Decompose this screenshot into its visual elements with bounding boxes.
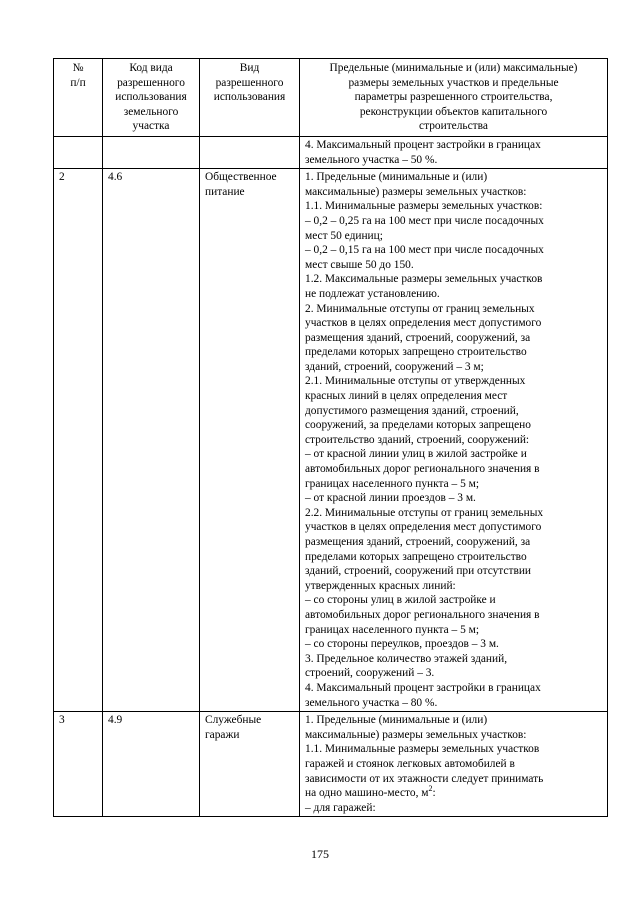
param-line: 4. Максимальный процент застройки в границах xyxy=(305,681,541,694)
param-line: участков в целях определения мест допустимого xyxy=(305,521,542,534)
header-code xyxy=(103,59,200,137)
superscript: 2 xyxy=(428,784,433,794)
kind-line: Служебные xyxy=(205,714,262,727)
table-row xyxy=(54,169,608,712)
header-text: разрешенного xyxy=(215,76,284,89)
param-line: сооружений, за пределами которых запрещено xyxy=(305,419,531,432)
header-text: Код вида xyxy=(129,62,173,74)
param-line: зданий, строений, сооружений при отсутствии xyxy=(305,565,532,578)
param-line: красных линий в целях определения мест xyxy=(305,390,508,403)
param-line: границах населенного пункта – 5 м; xyxy=(305,477,480,490)
cell-code: 4.9 xyxy=(103,712,200,817)
header-number xyxy=(54,59,103,137)
cell-number: 2 xyxy=(54,169,103,712)
header-kind xyxy=(200,59,300,137)
header-text: строительства xyxy=(419,120,488,133)
param-line: утвержденных красных линий: xyxy=(305,579,456,592)
param-line: 1.1. Минимальные размеры земельных участков xyxy=(305,743,540,756)
header-text: разрешенного xyxy=(117,76,185,89)
header-text: участка xyxy=(132,120,170,133)
param-line: не подлежат установлению. xyxy=(305,287,440,300)
param-line: гаражей и стоянок легковых автомобилей в xyxy=(305,757,515,770)
header-text: параметры разрешенного строительства, xyxy=(354,91,553,104)
param-line: – 0,2 – 0,25 га на 100 мест при числе посадочных xyxy=(305,214,544,227)
param-line: 3. Предельное количество этажей зданий, xyxy=(305,652,508,665)
param-line: границах населенного пункта – 5 м; xyxy=(305,623,480,636)
param-line: пределами которых запрещено строительство xyxy=(305,550,527,563)
header-text: Предельные (минимальные и (или) максимальные) xyxy=(329,62,578,74)
param-line: 1. Предельные (минимальные и (или) xyxy=(305,171,488,184)
cell-code: 4.6 xyxy=(103,169,200,712)
param-line: 2.2. Минимальные отступы от границ земельных xyxy=(305,506,544,519)
cell-params xyxy=(300,169,608,712)
header-text: № xyxy=(72,62,84,74)
page-number: 175 xyxy=(311,847,329,861)
param-line: автомобильных дорог регионального значения в xyxy=(305,608,540,621)
param-line: 1. Предельные (минимальные и (или) xyxy=(305,714,488,727)
param-line: – от красной линии проездов – 3 м. xyxy=(305,492,476,505)
header-text: использования xyxy=(115,91,187,104)
param-line: автомобильных дорог регионального значения в xyxy=(305,463,540,476)
cell-empty xyxy=(103,136,200,168)
param-line: 1.2. Максимальные размеры земельных участков xyxy=(305,273,543,286)
param-line: 1.1. Минимальные размеры земельных участков: xyxy=(305,200,543,213)
param-line: строений, сооружений – 3. xyxy=(305,667,435,680)
kind-line: гаражи xyxy=(205,728,240,741)
cell-kind xyxy=(200,712,300,817)
regulations-table xyxy=(53,58,608,817)
param-line: максимальные) размеры земельных участков: xyxy=(305,728,527,741)
param-line: участков в целях определения мест допустимого xyxy=(305,317,542,330)
param-line: 2. Минимальные отступы от границ земельных xyxy=(305,302,535,315)
param-line: зданий, строений, сооружений – 3 м; xyxy=(305,360,484,373)
param-line: максимальные) размеры земельных участков: xyxy=(305,185,527,198)
header-text: земельного xyxy=(123,105,179,118)
header-text: использования xyxy=(213,91,286,104)
param-line: мест свыше 50 до 150. xyxy=(305,258,414,271)
param-line xyxy=(305,786,603,801)
param-line: – со стороны улиц в жилой застройке и xyxy=(305,594,496,607)
header-params xyxy=(300,59,608,137)
param-line: допустимого размещения зданий, строений, xyxy=(305,404,519,417)
param-line: размещения зданий, строений, сооружений, за xyxy=(305,536,531,548)
cell-params xyxy=(300,136,608,168)
cell-empty xyxy=(200,136,300,168)
cell-params xyxy=(300,712,608,817)
cell-number: 3 xyxy=(54,712,103,817)
param-line: размещения зданий, строений, сооружений, за xyxy=(305,331,531,344)
header-text: п/п xyxy=(70,76,86,89)
table-header-row xyxy=(54,59,608,137)
kind-line: питание xyxy=(205,185,245,198)
param-line: строительство зданий, строений, сооружений: xyxy=(305,433,530,446)
header-text: Вид xyxy=(239,62,260,74)
param-line: земельного участка – 80 %. xyxy=(305,696,438,709)
param-line: – 0,2 – 0,15 га на 100 мест при числе посадочных xyxy=(305,244,544,257)
param-line: 2.1. Минимальные отступы от утвержденных xyxy=(305,375,526,388)
param-line: пределами которых запрещено строительство xyxy=(305,346,527,359)
param-text: : xyxy=(432,787,436,800)
header-text: размеры земельных участков и предельные xyxy=(348,76,559,89)
param-line: земельного участка – 50 %. xyxy=(305,153,438,166)
param-line: – от красной линии улиц в жилой застройке и xyxy=(305,448,527,461)
table-row xyxy=(54,712,608,817)
param-text: на одно машино-место, м xyxy=(305,787,429,800)
param-line: 4. Максимальный процент застройки в границах xyxy=(305,138,541,151)
header-text: реконструкции объектов капитального xyxy=(359,105,548,118)
param-line: зависимости от их этажности следует принимать xyxy=(305,772,544,785)
kind-line: Общественное xyxy=(205,171,277,184)
cell-kind xyxy=(200,169,300,712)
param-line: – со стороны переулков, проездов – 3 м. xyxy=(305,638,499,651)
cell-empty xyxy=(54,136,103,168)
table-row-continuation xyxy=(54,136,608,168)
param-line: мест 50 единиц; xyxy=(305,229,383,242)
param-line: – для гаражей: xyxy=(305,801,376,814)
